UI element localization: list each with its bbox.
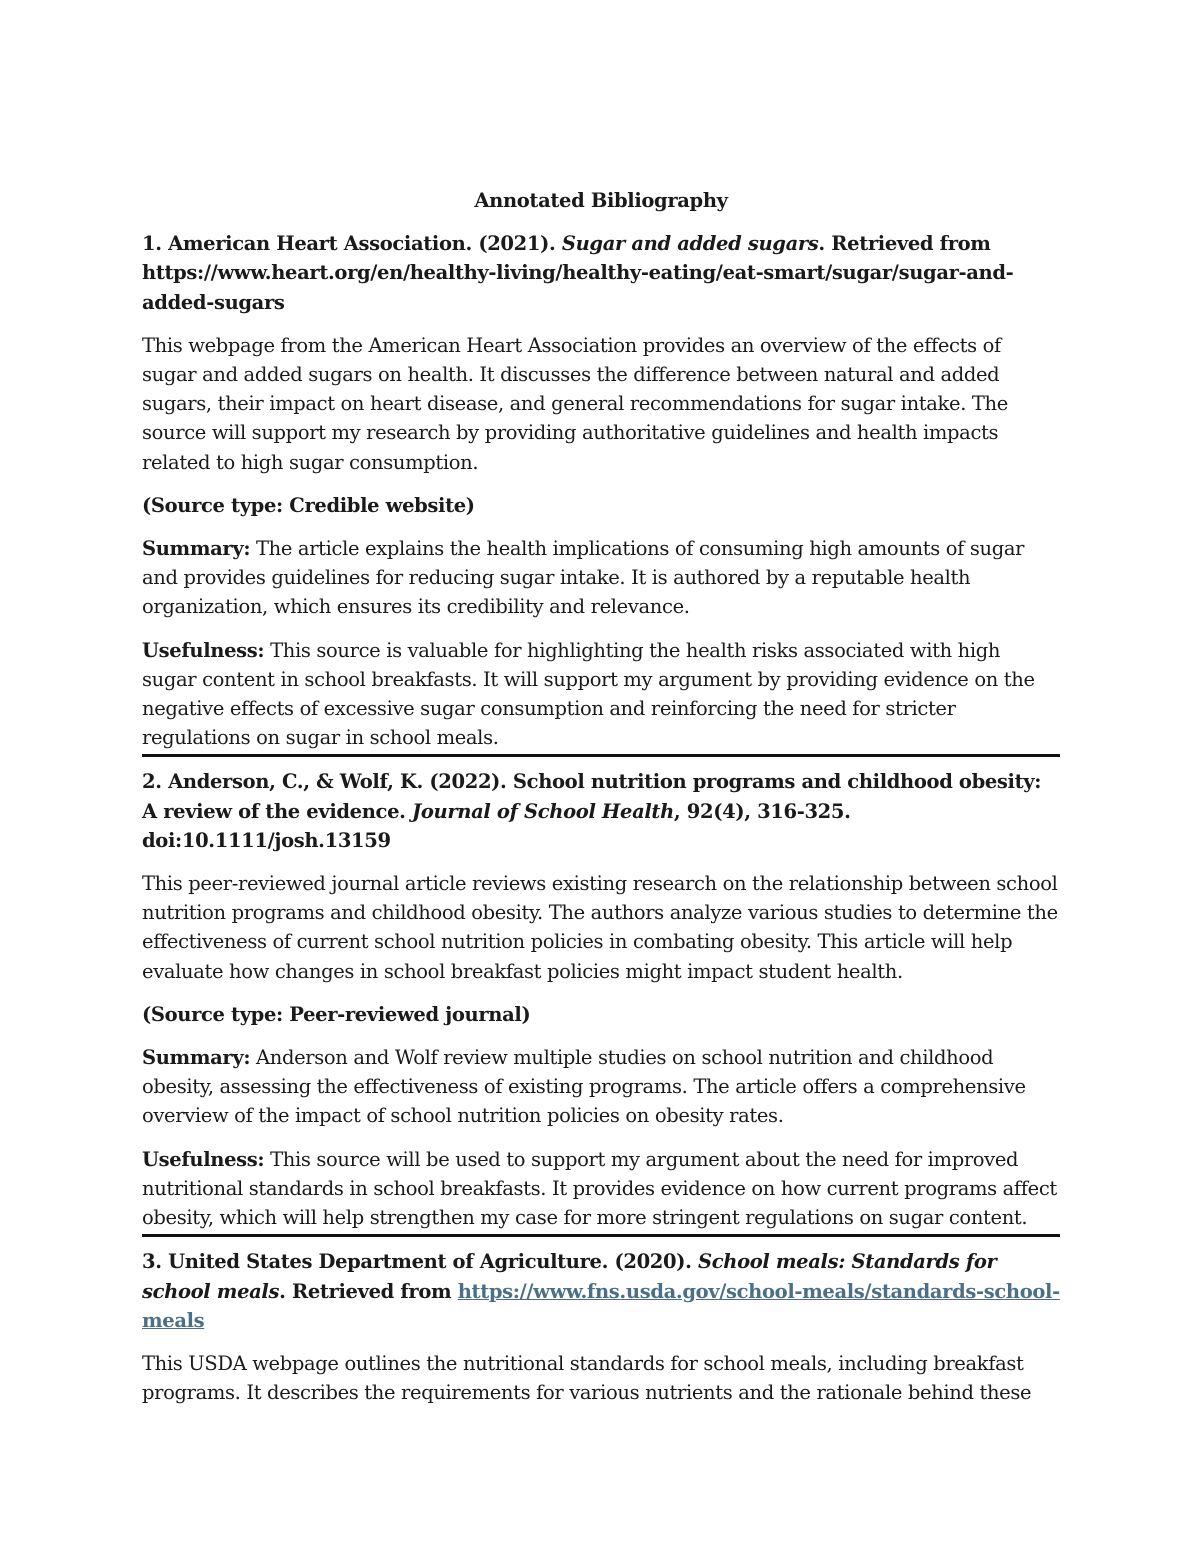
document-page (142, 186, 1060, 1407)
entry-citation (142, 229, 1060, 317)
journal-title: Journal of School Health (412, 799, 674, 823)
entry-annotation: This webpage from the American Heart Association provides an overview of the effects of sugar and added sugars on health. It discusses the difference between natural and added sugars, their impact on heart disease, and general recommendations for sugar intake. The source will support my research by providing authoritative guidelines and health impacts related to high sugar consumption. (142, 333, 1008, 474)
citation-retrieved: . Retrieved from https://www.heart.org/en/healthy-living/healthy-eating/eat-smart/sugar/sugar-and-added-sugars (142, 232, 1014, 314)
entry-summary (142, 1043, 1060, 1131)
summary-label: Summary: (142, 1046, 251, 1070)
bibliography-entry (142, 767, 1060, 1232)
citation-prefix: 1. American Heart Association. (2021). (142, 232, 562, 256)
entry-divider (142, 1234, 1060, 1237)
citation-title: School meals: Standards for school meals (142, 1250, 997, 1303)
usda-link[interactable]: https://www.fns.usda.gov/school-meals/standards-school-meals (142, 1279, 1060, 1332)
citation-prefix: 2. Anderson, C., & Wolf, K. (2022). School nutrition programs and childhood obesity: A review of the evidence. (142, 770, 1042, 823)
usefulness-text: This source is valuable for highlighting the health risks associated with high sugar content in school breakfasts. It will support my argument by providing evidence on the negative effects of excessive sugar consumption and reinforcing the need for stricter regulations on sugar in school meals. (142, 638, 1035, 750)
summary-text: The article explains the health implications of consuming high amounts of sugar and provides guidelines for reducing sugar intake. It is authored by a reputable health organization, which ensures its credibility and relevance. (142, 537, 1025, 619)
summary-label: Summary: (142, 537, 251, 561)
document-title: Annotated Bibliography (474, 189, 728, 212)
usefulness-label: Usefulness: (142, 638, 265, 662)
usefulness-text: This source will be used to support my argument about the need for improved nutritional standards in school breakfasts. It provides evidence on how current programs affect obesity, which will help strengthen my case for more stringent regulations on sugar content. (142, 1147, 1057, 1230)
entry-usefulness (142, 636, 1060, 753)
bibliography-entry (142, 1247, 1060, 1407)
entry-annotation: This USDA webpage outlines the nutritional standards for school meals, including breakfast programs. It describes the requirements for various nutrients and the rationale behind these (142, 1351, 1032, 1405)
summary-text: Anderson and Wolf review multiple studies on school nutrition and childhood obesity, assessing the effectiveness of existing programs. The article offers a comprehensive overview of the impact of school nutrition policies on obesity rates. (142, 1046, 1026, 1128)
bibliography-entry (142, 229, 1060, 752)
citation-title: Sugar and added sugars (561, 232, 819, 256)
usefulness-label: Usefulness: (142, 1147, 265, 1171)
entry-annotation: This peer-reviewed journal article reviews existing research on the relationship between school nutrition programs and childhood obesity. The authors analyze various studies to determine the effectiveness of current school nutrition policies in combating obesity. This article will help evaluate how changes in school breakfast policies might impact student health. (142, 872, 1058, 983)
entry-usefulness (142, 1145, 1060, 1233)
entry-citation (142, 1247, 1060, 1335)
citation-retrieved: . Retrieved from (279, 1279, 458, 1303)
citation-details: , 92(4), 316-325. doi:10.1111/josh.13159 (142, 799, 851, 852)
entry-citation (142, 767, 1060, 855)
citation-prefix: 3. United States Department of Agriculture. (2020). (142, 1250, 698, 1274)
entry-divider (142, 754, 1060, 757)
entry-summary (142, 534, 1060, 622)
source-type: (Source type: Peer-reviewed journal) (142, 1002, 531, 1026)
source-type: (Source type: Credible website) (142, 493, 475, 517)
